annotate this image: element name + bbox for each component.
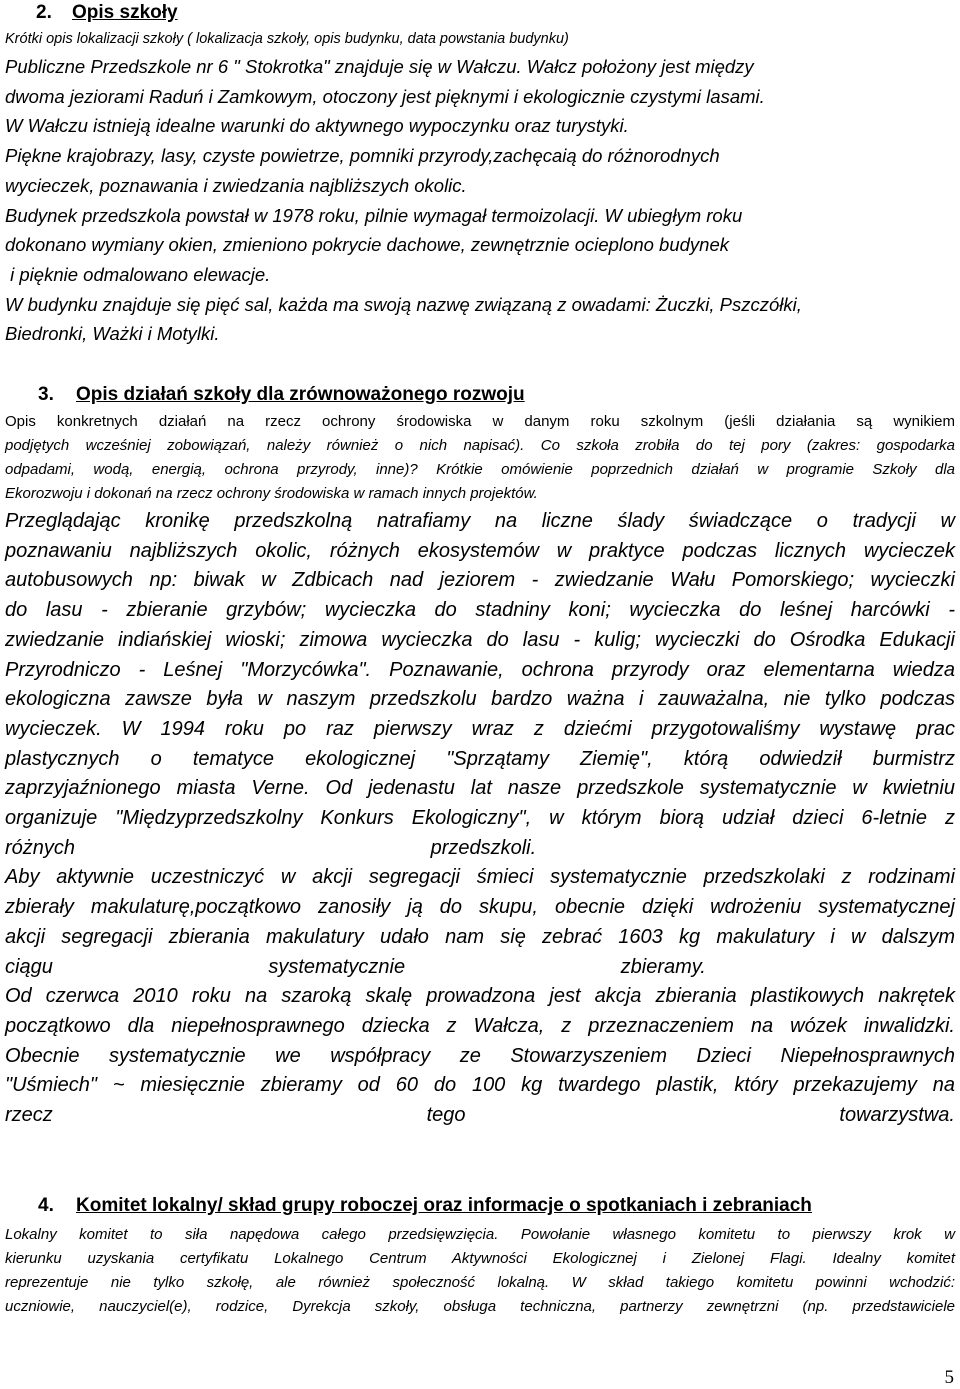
section-3-line: "Uśmiech" ~ miesięcznie zbieramy od 60 do 100 kg twardego plastik, który przekazujemy na xyxy=(5,1074,955,1097)
section-2-line: Piękne krajobrazy, lasy, czyste powietrze, pomniki przyrody,zachęcaią do różnorodnych xyxy=(5,145,720,167)
section-3-line: Przyrodniczo - Leśnej "Morzycówka". Poznawanie, ochrona przyrody oraz elementarna wiedza xyxy=(5,658,955,681)
section-3-line: Aby aktywnie uczestniczyć w akcji segregacji śmieci systematycznie przedszkolaki z rodzinami xyxy=(5,866,955,889)
section-3-heading xyxy=(38,384,525,406)
section-3-line: rzecz tego towarzystwa. xyxy=(5,1104,955,1127)
section-3-line: poznawaniu najbliższych okolic, różnych ekosystemów w praktyce podczas licznych wycieczek xyxy=(5,539,955,562)
section-3-line: organizuje "Międzyprzedszkolny Konkurs Ekologiczny", w którym biorą udział dzieci 6-letnie z xyxy=(5,807,955,830)
section-2-heading xyxy=(36,2,178,24)
section-3-line: do lasu - zbieranie grzybów; wycieczka do stadniny koni; wycieczka do leśnej harcówki - xyxy=(5,599,955,622)
section-4-line: Lokalny komitet to siła napędowa całego przedsięwzięcia. Powołanie własnego komitetu to pierwszy krok w xyxy=(5,1226,955,1243)
section-4-number: 4. xyxy=(38,1195,54,1216)
section-4-title: Komitet lokalny/ skład grupy roboczej oraz informacje o spotkaniach i zebraniach xyxy=(76,1195,812,1216)
section-3-line: Przeglądając kronikę przedszkolną natrafiamy na liczne ślady świadczące o tradycji w xyxy=(5,510,955,532)
section-3-line: ekologiczna zawsze była w naszym przedszkolu bardzo ważna i zauważalna, nie tylko podczas xyxy=(5,688,955,711)
section-4-line: kierunku uzyskania certyfikatu Lokalnego Centrum Aktywności Ekologicznej i Zielonej Flagi. Idealny komitet xyxy=(5,1250,955,1267)
section-2-line: Publiczne Przedszkole nr 6 " Stokrotka" znajduje się w Wałczu. Wałcz położony jest między xyxy=(5,56,754,77)
section-3-intro-line: Ekorozwoju i dokonań na rzecz ochrony środowiska w ramach innych projektów. xyxy=(5,485,538,502)
section-3-line: zaprzyjaźnionego miasta Verne. Od jedenastu lat nasze przedszkole systematycznie w kwietniu xyxy=(5,777,955,800)
section-3-line: początkowo dla niepełnosprawnego dziecka z Wałcza, z przeznaczeniem na wózek inwalidzki. xyxy=(5,1014,955,1037)
section-3-intro-line: Opis konkretnych działań na rzecz ochrony środowiska w danym roku szkolnym (jeśli działania są wynikiem xyxy=(5,413,955,430)
section-2-title: Opis szkoły xyxy=(72,2,178,23)
section-3-line: ciągu systematycznie zbieramy. xyxy=(5,955,706,978)
section-2-line: dokonano wymiany okien, zmieniono pokrycie dachowe, zewnętrznie ocieplono budynek xyxy=(5,234,729,256)
section-2-line: i pięknie odmalowano elewacje. xyxy=(5,263,271,285)
section-3-line: różnych przedszkoli. xyxy=(5,836,537,859)
section-2-line: dwoma jeziorami Raduń i Zamkowym, otoczony jest pięknymi i ekologicznie czystymi lasami. xyxy=(5,85,765,107)
section-3-intro-line: odpadami, wodą, energią, ochrona przyrody, inne)? Krótkie omówienie poprzednich działań w programie Szkoły dla xyxy=(5,461,955,478)
section-3-intro-line: podjętych wcześniej zobowiązań, należy również o nich napisać). Co szkoła zrobiła do tej pory (zakres: gospodarka xyxy=(5,437,955,454)
section-4-line: uczniowie, nauczyciel(e), rodzice, Dyrekcja szkoły, obsługa techniczna, partnerzy zewnętrzni (np. przedstawiciele xyxy=(5,1298,955,1315)
section-3-line: autobusowych np: biwak w Zdbicach nad jeziorem - zwiedzanie Wału Pomorskiego; wycieczki xyxy=(5,569,955,592)
section-3-intro xyxy=(5,410,955,506)
section-2-line: Biedronki, Ważki i Motylki. xyxy=(5,323,220,345)
section-2-line: W budynku znajduje się pięć sal, każda ma swoją nazwę związaną z owadami: Żuczki, Pszczółki, xyxy=(5,293,802,315)
section-3-number: 3. xyxy=(38,384,54,405)
section-4-heading xyxy=(38,1195,812,1217)
section-3-line: zbierały makulaturę,początkowo zanosiły ją do skupu, obecnie dzięki wdrożeniu systematycznej xyxy=(5,896,955,919)
section-3-line: wycieczek. W 1994 roku po raz pierwszy wraz z dziećmi przygotowaliśmy wystawę prac xyxy=(5,717,955,740)
section-2-number: 2. xyxy=(36,2,52,23)
section-3-line: plastycznych o tematyce ekologicznej "Sprzątamy Ziemię", którą odwiedził burmistrz xyxy=(5,747,955,770)
section-2-line: Budynek przedszkola powstał w 1978 roku, pilnie wymagał termoizolacji. W ubiegłym roku xyxy=(5,204,743,226)
section-3-body xyxy=(5,507,955,1131)
section-2-subtitle: Krótki opis lokalizacji szkoły ( lokalizacja szkoły, opis budynku, data powstania budynku) xyxy=(5,31,569,47)
section-3-line: Obecnie systematycznie we współpracy ze Stowarzyszeniem Dzieci Niepełnosprawnych xyxy=(5,1044,955,1067)
section-4-body xyxy=(5,1223,955,1319)
section-2-line: wycieczek, poznawania i zwiedzania najbliższych okolic. xyxy=(5,174,467,196)
section-2-body xyxy=(5,52,955,349)
section-3-line: Od czerwca 2010 roku na szaroką skalę prowadzona jest akcja zbierania plastikowych nakrętek xyxy=(5,985,955,1008)
section-3-line: akcji segregacji zbierania makulatury udało nam się zebrać 1603 kg makulatury i w dalszym xyxy=(5,925,955,948)
section-3-line: zwiedzanie indiańskiej wioski; zimowa wycieczka do lasu - kulig; wycieczki do Ośrodka Edukacji xyxy=(5,628,955,651)
section-2-line: W Wałczu istnieją idealne warunki do aktywnego wypoczynku oraz turystyki. xyxy=(5,115,629,137)
section-3-title: Opis działań szkoły dla zrównoważonego rozwoju xyxy=(76,384,525,405)
page-number: 5 xyxy=(944,1367,954,1388)
section-4-line: reprezentuje nie tylko szkołę, ale również społeczność lokalną. W skład takiego komitetu powinni wchodzić: xyxy=(5,1274,955,1291)
